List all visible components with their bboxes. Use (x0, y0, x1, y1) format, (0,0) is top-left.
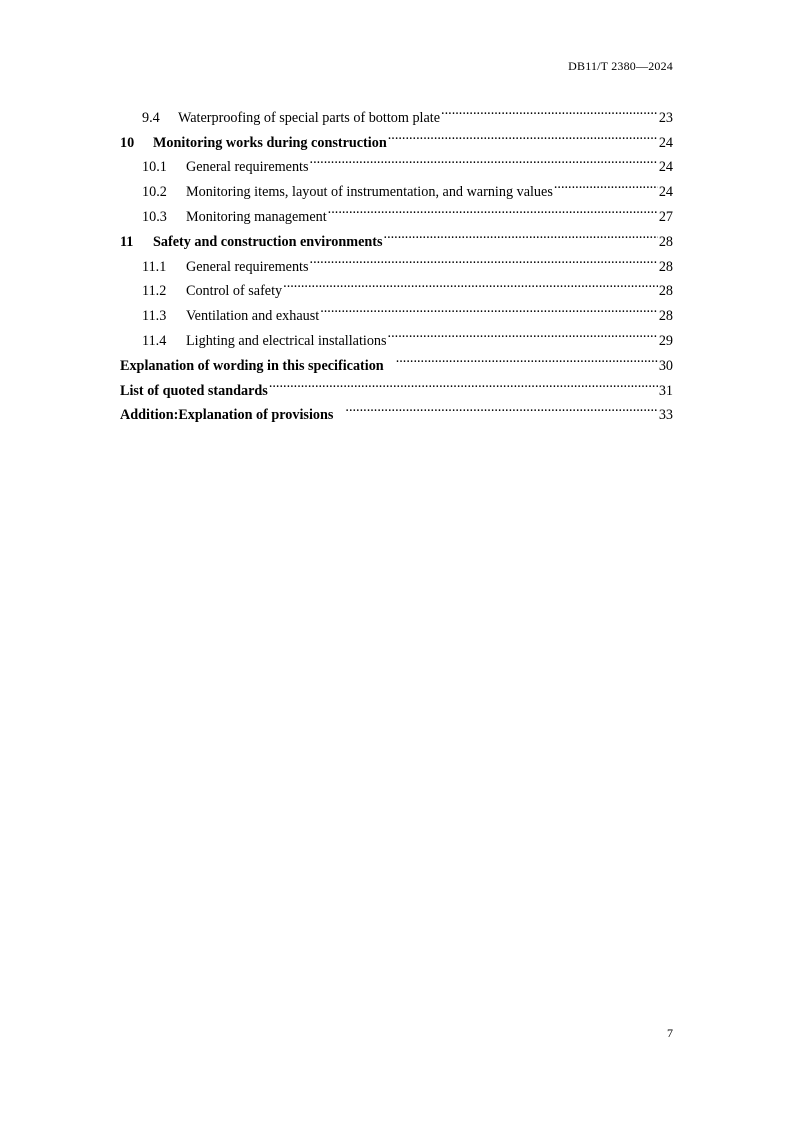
dot-leader (283, 271, 658, 296)
dot-leader (310, 147, 658, 172)
dot-leader (269, 370, 658, 395)
toc-entry-title: Control of safety (186, 283, 283, 300)
toc-entry-page: 28 (658, 308, 673, 325)
toc-entry-page: 24 (658, 184, 673, 201)
dot-leader (320, 295, 658, 320)
toc-entry-number: 11.1 (142, 258, 167, 275)
dot-leader (384, 221, 658, 246)
toc-entry-page: 28 (658, 233, 673, 250)
document-code: DB11/T 2380—2024 (568, 59, 673, 73)
dot-leader (310, 246, 658, 271)
dot-leader (388, 320, 658, 345)
toc-entry-title: Lighting and electrical installations (186, 332, 387, 349)
toc-entry-page: 28 (658, 258, 673, 275)
toc-entry-page: 33 (658, 407, 673, 424)
toc-entry-title: Safety and construction environments (153, 233, 383, 250)
dot-leader (396, 345, 658, 370)
toc-entry-number: 10.2 (142, 184, 167, 201)
toc-entry-title: General requirements (186, 159, 309, 176)
toc-entry-title: Monitoring management (186, 208, 327, 225)
toc-entry-title: General requirements (186, 258, 309, 275)
toc-entry-page: 24 (658, 134, 673, 151)
dot-leader (328, 196, 658, 221)
toc-entry-title: Explanation of wording in this specification (120, 357, 384, 374)
toc-entry-page: 30 (658, 357, 673, 374)
toc-entry-title: List of quoted standards (120, 382, 268, 399)
toc-entry-9-4[interactable] (120, 97, 673, 126)
toc-entry-page: 28 (658, 283, 673, 300)
dot-leader (554, 171, 658, 196)
toc-entry-page: 23 (658, 109, 673, 126)
toc-entry-title: Monitoring works during construction (153, 134, 387, 151)
toc-entry-number: 10 (120, 134, 135, 151)
toc-entry-number: 9.4 (142, 109, 160, 126)
toc-entry-page: 24 (658, 159, 673, 176)
toc-entry-page: 31 (658, 382, 673, 399)
toc-entry-title: Ventilation and exhaust (186, 308, 320, 325)
toc-entry-title: Waterproofing of special parts of bottom plate (178, 109, 441, 126)
toc-entry-number: 11.2 (142, 283, 167, 300)
toc-entry-number: 10.3 (142, 208, 167, 225)
toc-entry-page: 27 (658, 208, 673, 225)
toc-entry-number: 11.3 (142, 308, 167, 325)
toc-entry-number: 11 (120, 233, 134, 250)
toc-entry-page: 29 (658, 332, 673, 349)
toc-entry-title: Addition:Explanation of provisions (120, 407, 334, 424)
table-of-contents (120, 97, 673, 424)
page-number: 7 (667, 1026, 673, 1040)
toc-entry-title: Monitoring items, layout of instrumentation, and warning values (186, 184, 553, 201)
dot-leader (345, 395, 657, 420)
dot-leader (441, 97, 658, 122)
toc-entry-number: 11.4 (142, 332, 167, 349)
dot-leader (388, 122, 658, 147)
toc-entry-number: 10.1 (142, 159, 167, 176)
